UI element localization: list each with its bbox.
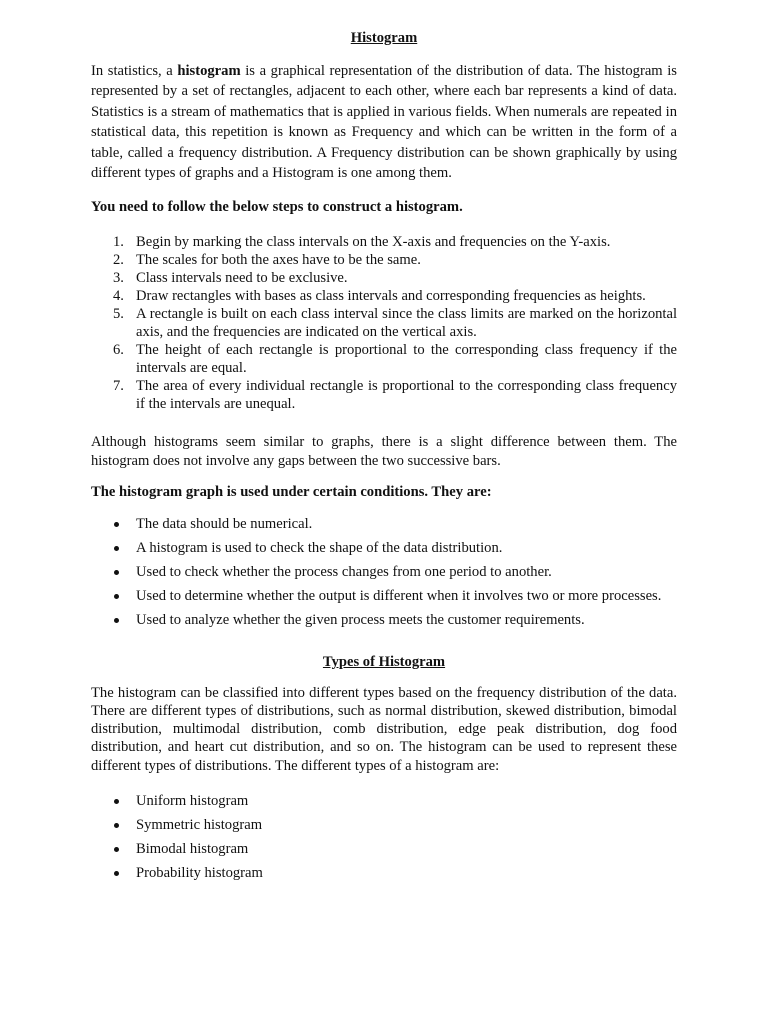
step-number: 6. (113, 342, 124, 359)
step-item (91, 305, 677, 341)
steps-list (91, 233, 677, 413)
intro-paragraph (91, 61, 677, 183)
condition-text: Used to determine whether the output is different when it involves two or more processes. (136, 587, 662, 604)
bullet-icon (114, 799, 119, 804)
bullet-icon (114, 871, 119, 876)
step-number: 2. (113, 252, 124, 269)
step-item (91, 251, 677, 269)
step-text: The area of every individual rectangle is proportional to the corresponding class frequency if the intervals are unequal. (136, 378, 677, 413)
condition-item (91, 515, 677, 534)
condition-item (91, 587, 677, 606)
step-item (91, 233, 677, 251)
step-item (91, 287, 677, 305)
types-paragraph: The histogram can be classified into different types based on the frequency distribution of the data. There are different types of distributions, such as normal distribution, skewed distribution, bimodal distribution, multimodal distribution, comb distribution, edge peak distribution, dog food distribution, and heart cut distribution, and so on. The histogram can be used to represent these different types of distributions. The different types of a histogram are: (91, 684, 677, 774)
conditions-heading: The histogram graph is used under certain conditions. They are: (91, 483, 492, 500)
page-title: Histogram (350, 30, 418, 46)
condition-item (91, 611, 677, 630)
type-item (91, 840, 677, 859)
document-page (91, 28, 677, 883)
step-item (91, 341, 677, 377)
step-text: Begin by marking the class intervals on the X-axis and frequencies on the Y-axis. (136, 234, 611, 251)
condition-text: A histogram is used to check the shape of the data distribution. (136, 539, 503, 556)
steps-heading: You need to follow the below steps to construct a histogram. (91, 199, 463, 216)
step-text: The scales for both the axes have to be the same. (136, 252, 421, 269)
bullet-icon (114, 823, 119, 828)
intro-post: is a graphical representation of the distribution of data. The histogram is represented by a set of rectangles, adjacent to each other, where each bar represents a kind of data. Statistics is a stream of mathematics that is applied in various fields. When numerals are repeated in statistical data, this repetition is known as Frequency and which can be written in the form of a table, called a frequency distribution. A Frequency distribution can be shown graphically by using different types of graphs and a Histogram is one among them. (91, 63, 677, 182)
step-item (91, 377, 677, 413)
difference-paragraph: Although histograms seem similar to graphs, there is a slight difference between them. The histogram does not involve any gaps between the two successive bars. (91, 434, 677, 469)
intro-pre: In statistics, a (91, 63, 178, 79)
step-number: 5. (113, 306, 124, 323)
step-text: The height of each rectangle is proportional to the corresponding class frequency if the intervals are equal. (136, 342, 677, 377)
type-item (91, 816, 677, 835)
step-number: 4. (113, 288, 124, 305)
condition-text: Used to check whether the process changes from one period to another. (136, 563, 552, 580)
type-text: Probability histogram (136, 864, 263, 881)
type-text: Symmetric histogram (136, 816, 263, 833)
bullet-icon (114, 618, 119, 623)
types-list (91, 792, 677, 883)
step-number: 1. (113, 234, 124, 251)
type-text: Uniform histogram (136, 792, 249, 809)
bullet-icon (114, 594, 119, 599)
condition-item (91, 563, 677, 582)
condition-item (91, 539, 677, 558)
intro-bold-term: histogram (177, 63, 241, 79)
bullet-icon (114, 522, 119, 527)
step-text: Draw rectangles with bases as class intervals and corresponding frequencies as heights. (136, 288, 646, 305)
types-title: Types of Histogram (322, 653, 446, 670)
bullet-icon (114, 546, 119, 551)
step-number: 3. (113, 270, 124, 287)
condition-text: Used to analyze whether the given process meets the customer requirements. (136, 611, 585, 628)
step-text: Class intervals need to be exclusive. (136, 270, 348, 287)
step-number: 7. (113, 378, 124, 395)
type-text: Bimodal histogram (136, 840, 249, 857)
bullet-icon (114, 570, 119, 575)
type-item (91, 792, 677, 811)
type-item (91, 864, 677, 883)
step-text: A rectangle is built on each class interval since the class limits are marked on the horizontal axis, and the frequencies are indicated on the vertical axis. (136, 306, 677, 341)
condition-text: The data should be numerical. (136, 515, 313, 532)
bullet-icon (114, 847, 119, 852)
conditions-list (91, 515, 677, 630)
step-item (91, 269, 677, 287)
